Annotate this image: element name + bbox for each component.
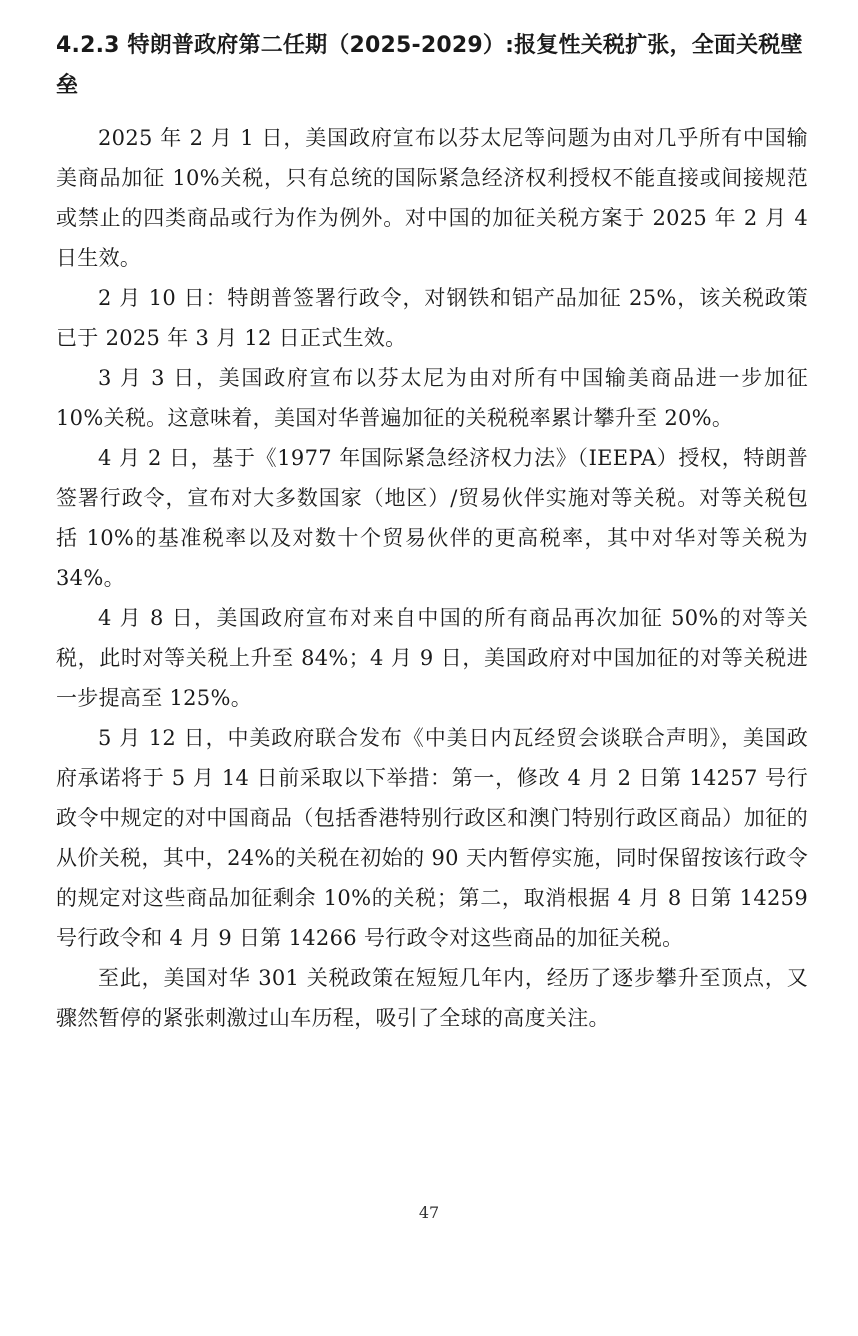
document-page	[56, 26, 808, 1038]
paragraph-feb-1: 2025 年 2 月 1 日，美国政府宣布以芬太尼等问题为由对几乎所有中国输美商品加征 10%关税，只有总统的国际紧急经济权利授权不能直接或间接规范或禁止的四类商品或行为作为例外。对中国的加征关税方案于 2025 年 2 月 4 日生效。	[56, 126, 808, 270]
paragraph-apr-8: 4 月 8 日，美国政府宣布对来自中国的所有商品再次加征 50%的对等关税，此时对等关税上升至 84%；4 月 9 日，美国政府对中国加征的对等关税进一步提高至 125%。	[56, 606, 808, 710]
paragraph-apr-2: 4 月 2 日，基于《1977 年国际紧急经济权力法》（IEEPA）授权，特朗普签署行政令，宣布对大多数国家（地区）/贸易伙伴实施对等关税。对等关税包括 10%的基准税率以及对数十个贸易伙伴的更高税率，其中对华对等关税为 34%。	[56, 446, 808, 590]
paragraph-mar-3: 3 月 3 日，美国政府宣布以芬太尼为由对所有中国输美商品进一步加征 10%关税。这意味着，美国对华普遍加征的关税税率累计攀升至 20%。	[56, 366, 808, 430]
page-number: 47	[418, 1203, 440, 1222]
paragraph-conclusion: 至此，美国对华 301 关税政策在短短几年内，经历了逐步攀升至顶点，又骤然暂停的紧张刺激过山车历程，吸引了全球的高度关注。	[56, 966, 808, 1030]
paragraph-may-12: 5 月 12 日，中美政府联合发布《中美日内瓦经贸会谈联合声明》，美国政府承诺将于 5 月 14 日前采取以下举措：第一，修改 4 月 2 日第 14257 号行政令中规定的对中国商品（包括香港特别行政区和澳门特别行政区商品）加征的从价关税，其中，24%的关税在初始的 90 天内暂停实施，同时保留按该行政令的规定对这些商品加征剩余 10%的关税；第二，取消根据 4 月 8 日第 14259 号行政令和 4 月 9 日第 14266 号行政令对这些商品的加征关税。	[56, 726, 808, 950]
section-heading: 4.2.3 特朗普政府第二任期（2025-2029）:报复性关税扩张，全面关税壁垒	[56, 33, 803, 98]
paragraph-feb-10: 2 月 10 日：特朗普签署行政令，对钢铁和铝产品加征 25%，该关税政策已于 2025 年 3 月 12 日正式生效。	[56, 286, 808, 350]
